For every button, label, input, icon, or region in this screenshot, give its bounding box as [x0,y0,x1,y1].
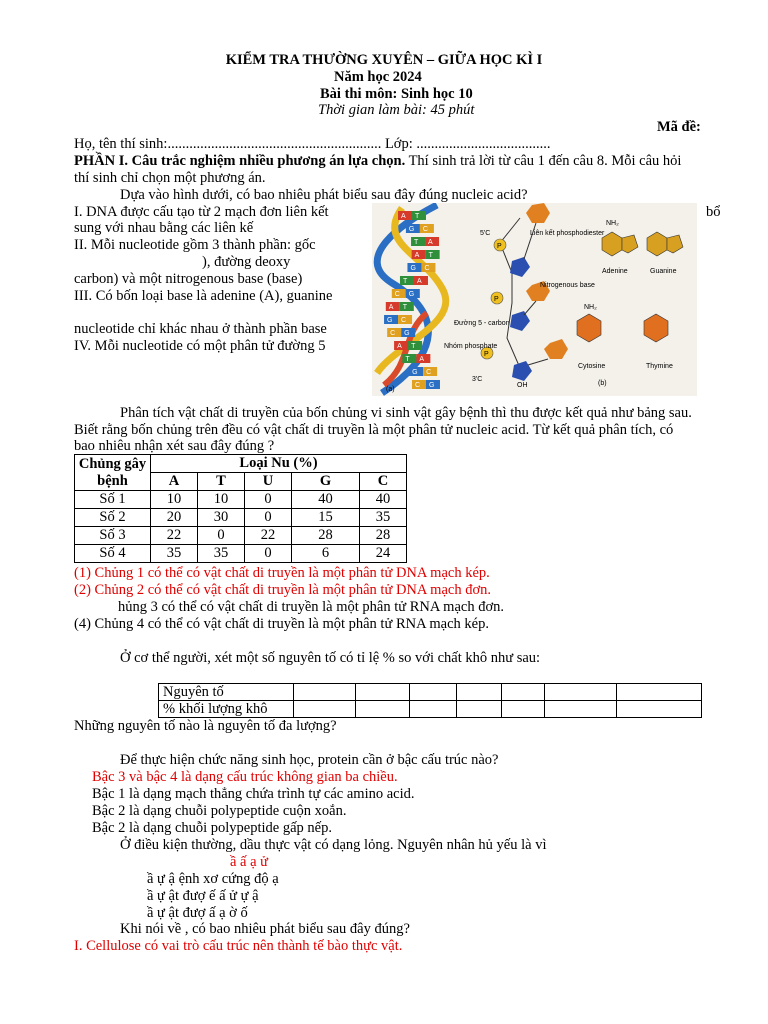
nh2-label: NH₂ [584,304,597,311]
q2-statement-4: (4) Chủng 4 có thể có vật chất di truyền là một phân tử RNA mạch kép. [74,616,489,632]
label-phosphodiester: Liên kết phosphodiester [530,230,605,237]
table-cell: 22 [151,527,198,545]
q4-stem: Để thực hiện chức năng sinh học, protein cần ở bậc cấu trúc nào? [120,752,499,768]
part1-title: PHẦN I. Câu trắc nghiệm nhiều phương án lựa chọn. [74,153,406,169]
duration: Thời gian làm bài: 45 phút [318,102,475,118]
q1-stem: Dựa vào hình dưới, có bao nhiêu phát biểu sau đây đúng nucleic acid? [120,187,528,203]
q6-statement-1: I. Cellulose có vai trò cấu trúc nên thành tế bào thực vật. [74,938,403,954]
table-cell: 0 [198,527,245,545]
q1-line: II. Mỗi nucleotide gồm 3 thành phần: gốc [74,237,316,253]
cytosine-ring-icon [577,314,601,342]
q2-line: Biết rằng bốn chủng trên đều có vật chất di truyền là một phân tử nucleic acid. Từ kết quả phân tích, có [74,422,674,438]
base-letter: A [397,343,402,350]
q4-option: Bậc 2 là dạng chuỗi polypeptide gấp nếp. [92,820,332,836]
exam-title: KIỂM TRA THƯỜNG XUYÊN – GIỮA HỌC KÌ I [225,52,543,68]
base-letter: G [410,265,416,272]
table-cell: 0 [245,491,292,509]
sugar-icon [510,311,530,331]
nh2-label: NH₂ [606,220,619,227]
label-thymine: Thymine [646,363,673,370]
base-letter: A [401,213,406,220]
table-cell: 40 [292,491,360,509]
base-icon [544,339,568,359]
table-cell: 35 [360,509,407,527]
subject: Bài thi môn: Sinh học 10 [320,86,473,102]
phosphate-p-label: P [494,296,499,303]
base-letter: A [414,252,420,259]
table-col-header: G [292,473,360,491]
table-header-strain: Chủng gây bệnh [75,455,151,491]
base-letter: C [422,226,428,233]
q2-statement-1: (1) Chủng 1 có thể có vật chất di truyền là một phân tử DNA mạch kép. [74,565,490,581]
figure-a-label: (a) [386,386,395,393]
base-letter: C [426,369,432,376]
sugar-icon [512,361,532,381]
mass-row-label: % khối lượng khô [159,701,294,718]
q1-line: carbon) và một nitrogenous base (base) [74,271,303,287]
exam-code-label: Mã đề: [657,119,701,135]
base-letter: C [394,291,400,298]
base-letter: G [408,226,415,233]
base-letter: A [388,304,394,311]
label-adenine: Adenine [602,268,628,275]
strain-name: Số 2 [75,509,151,527]
table-row [75,509,407,527]
strain-name: Số 1 [75,491,151,509]
label-cytosine: Cytosine [578,363,606,370]
table-cell: 22 [245,527,292,545]
base-letter: G [412,369,418,376]
base-letter: T [414,239,419,246]
q2-line: bao nhiêu nhận xét sau đây đúng ? [74,438,275,454]
q2-statement-2: (2) Chủng 2 có thể có vật chất di truyền là một phân tử DNA mạch đơn. [74,582,492,598]
table-col-header: T [198,473,245,491]
base-letter: T [428,252,433,259]
base-icon [526,203,550,223]
q1-line: I. DNA được cấu tạo từ 2 mạch đơn liên kết [74,204,329,220]
q1-line: bổ [706,204,721,220]
base-letter: G [387,317,393,324]
five-prime-label: 5'C [480,230,491,237]
school-year: Năm học 2024 [334,69,422,85]
label-guanine: Guanine [650,268,677,275]
table-row [75,545,407,563]
table-col-header: A [151,473,198,491]
base-letter: A [416,278,422,285]
part1-instruction: PHẦN I. Câu trắc nghiệm nhiều phương án lựa chọn. Thí sinh trả lời từ câu 1 đến câu 8. Mỗi câu hỏi [74,153,682,169]
table-cell: 0 [245,545,292,563]
table-cell: 40 [360,491,407,509]
q1-line: ), đường deoxy [202,254,291,270]
three-prime-label: 3'C [472,376,483,383]
q3-question: Những nguyên tố nào là nguyên tố đa lượng? [74,718,337,734]
dna-figure-svg [372,203,697,396]
table-cell: 30 [198,509,245,527]
base-letter: A [419,356,425,363]
q3-stem: Ở cơ thể người, xét một số nguyên tố có tỉ lệ % so với chất khô như sau: [120,650,541,666]
strain-name: Số 4 [75,545,151,563]
q6-stem: Khi nói về , có bao nhiêu phát biểu sau đây đúng? [120,921,410,937]
sugar-icon [510,257,530,277]
table-row [75,527,407,545]
q2-line: Phân tích vật chất di truyền của bốn chủng vi sinh vật gây bệnh thì thu được kết quả như bảng sau. [120,405,692,421]
thymine-ring-icon [644,314,668,342]
dna-figure [372,203,697,396]
q1-line: sung với nhau bằng các liên kế [74,220,254,236]
q5-option: ầ ự ật đượ ế ấ ử ự ậ [147,888,259,904]
base-letter: T [405,356,410,363]
table-cell: 20 [151,509,198,527]
label-nitrogenous-base: Nitrogenous base [540,282,595,289]
base-letter: C [414,382,421,389]
guanine-ring-icon [647,232,667,256]
table-header-type: Loại Nu (%) [151,455,407,473]
base-letter: T [402,278,408,285]
base-letter: C [401,317,407,324]
q2-statement-3: hủng 3 có thể có vật chất di truyền là một phân tử RNA mạch đơn. [118,599,504,615]
figure-b-label: (b) [598,380,607,387]
q1-line: III. Có bốn loại base là adenine (A), guanine [74,288,333,304]
table-row [75,491,407,509]
table-cell: 15 [292,509,360,527]
q4-option: Bậc 3 và bậc 4 là dạng cấu trúc không gian ba chiều. [92,769,398,785]
adenine-ring-icon [602,232,622,256]
table-cell: 35 [151,545,198,563]
base-letter: T [415,213,420,220]
table-cell: 28 [292,527,360,545]
q5-option: ầ ấ ạ ử [230,854,269,870]
q5-stem: Ở điều kiện thường, dầu thực vật có dạng lỏng. Nguyên nhân hủ yếu là vì [120,837,547,853]
label-phosphate: Nhóm phosphate [444,343,498,350]
oh-label: OH [517,382,528,389]
element-row-label: Nguyên tố [159,684,294,701]
table-cell: 28 [360,527,407,545]
q4-option: Bậc 1 là dạng mạch thẳng chứa trình tự các amino acid. [92,786,415,802]
table-cell: 24 [360,545,407,563]
strain-name: Số 3 [75,527,151,545]
base-letter: G [428,382,435,389]
q1-line: nucleotide chỉ khác nhau ở thành phần base [74,321,327,337]
base-letter: G [404,330,410,337]
q5-option: ầ ự ật đượ ấ ạ ờ ố [147,905,248,921]
table-cell: 6 [292,545,360,563]
table-cell: 10 [198,491,245,509]
element-table [158,683,702,718]
q5-option: ầ ự ậ ệnh xơ cứng độ ạ [147,871,279,887]
label-sugar: Đường 5 - carbon [454,320,510,327]
part1-instruction-2: thí sinh chỉ chọn một phương án. [74,170,266,186]
q4-option: Bậc 2 là dạng chuỗi polypeptide cuộn xoắn. [92,803,347,819]
base-letter: G [408,291,415,298]
base-structures [577,220,683,370]
base-letter: T [402,304,408,311]
table-col-header: C [360,473,407,491]
base-letter: C [424,265,430,272]
table-cell: 35 [198,545,245,563]
base-letter: C [390,330,396,337]
phosphate-p-label: P [497,243,502,250]
base-letter: A [428,239,433,246]
base-letter: T [411,343,416,350]
phosphate-p-label: P [484,351,489,358]
nucleotide-table [74,454,407,563]
table-body [75,491,407,563]
table-cell: 10 [151,491,198,509]
table-cell: 0 [245,509,292,527]
q1-line: IV. Mỗi nucleotide có một phân tử đường 5 [74,338,326,354]
student-info-line: Họ, tên thí sinh:........................................................... Lớp: ..................................... [74,136,551,152]
table-col-header: U [245,473,292,491]
